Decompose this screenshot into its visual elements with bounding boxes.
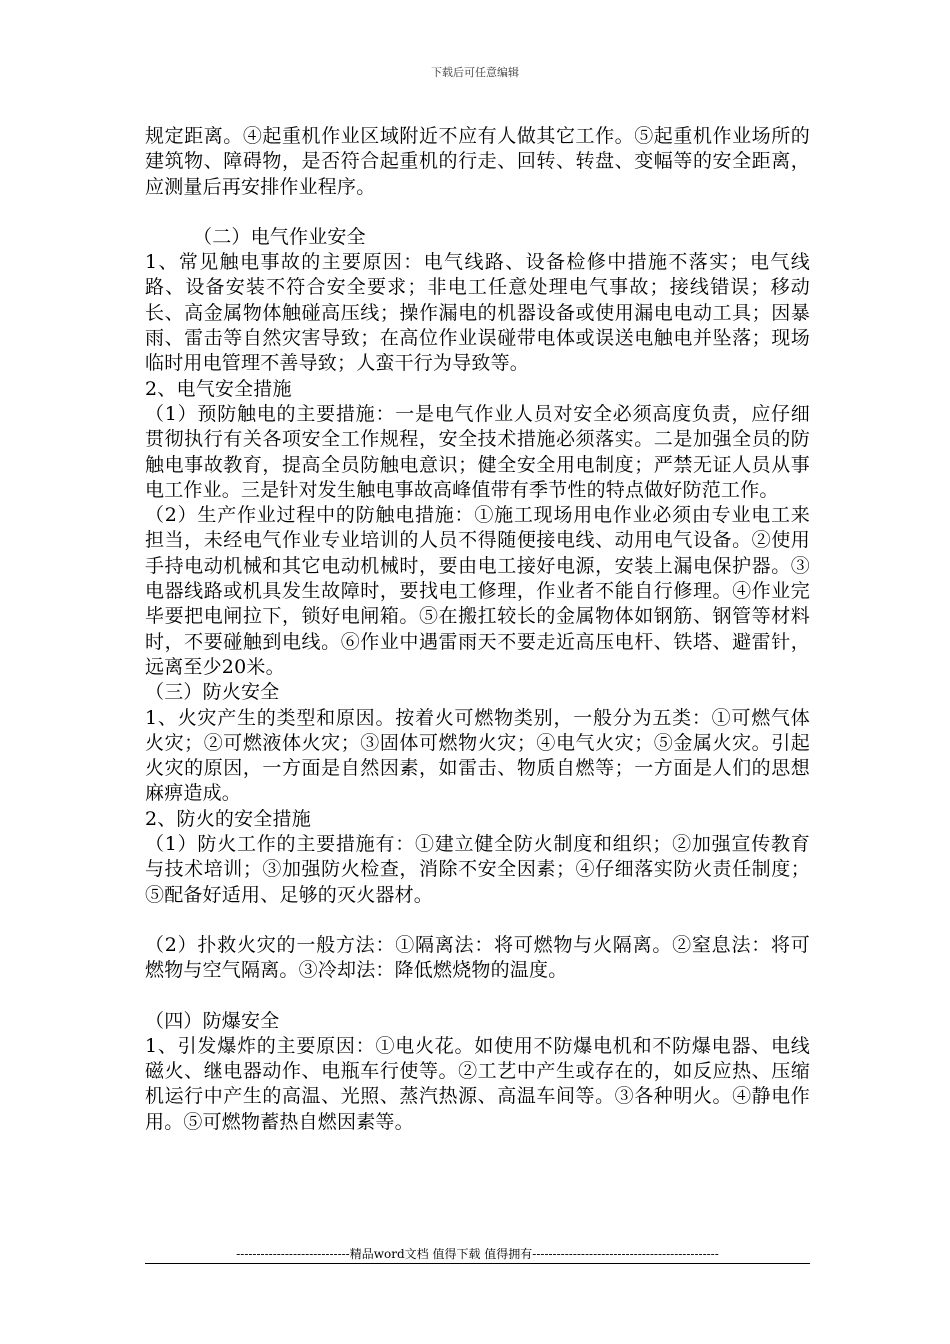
blank-line bbox=[145, 908, 810, 933]
page-footer: ----------------------------精品word文档 值得下载 值得拥有---------------------------------------------- bbox=[236, 1247, 719, 1261]
footer-divider bbox=[145, 1263, 810, 1264]
paragraph-fire-types: 1、火灾产生的类型和原因。按着火可燃物类别，一般分为五类：①可燃气体火灾；②可燃液体火灾；③固体可燃物火灾；④电气火灾；⑤金属火灾。引起火灾的原因，一方面是自然因素，如雷击、物质自燃等；一方面是人们的思想麻痹造成。 bbox=[145, 706, 810, 805]
section-heading-explosion: （四）防爆安全 bbox=[145, 1009, 280, 1032]
page-header: 下载后可任意编辑 bbox=[431, 66, 519, 79]
paragraph-explosion-causes: 1、引发爆炸的主要原因：①电火花。如使用不防爆电机和不防爆电器、电线磁火、继电器动作、电瓶车行使等。②工艺中产生或存在的，如反应热、压缩机运行中产生的高温、光照、蒸汽热源、高温车间等。③各种明火。④静电作用。⑤可燃物蓄热自燃因素等。 bbox=[145, 1034, 810, 1133]
paragraph-fire-fighting-methods: （2）扑救火灾的一般方法：①隔离法：将可燃物与火隔离。②窒息法：将可燃物与空气隔离。③冷却法：降低燃烧物的温度。 bbox=[145, 933, 810, 982]
paragraph-prevent-electrocution: （1）预防触电的主要措施：一是电气作业人员对安全必须高度负责，应仔细贯彻执行有关各项安全工作规程，安全技术措施必须落实。二是加强全员的防触电事故教育，提高全员防触电意识；健全安全用电制度；严禁无证人员从事电工作业。三是针对发生触电事故高峰值带有季节性的特点做好防范工作。 bbox=[145, 402, 810, 501]
document-body bbox=[145, 124, 810, 1135]
subheading-electrical-measures: 2、电气安全措施 bbox=[145, 377, 292, 400]
blank-line bbox=[145, 200, 810, 225]
section-heading-electrical: （二）电气作业安全 bbox=[193, 225, 366, 248]
subheading-fire-measures: 2、防火的安全措施 bbox=[145, 807, 311, 830]
paragraph-fire-main-measures: （1）防火工作的主要措施有：①建立健全防火制度和组织；②加强宣传教育与技术培训；③加强防火检查，消除不安全因素；④仔细落实防火责任制度；⑤配备好适用、足够的灭火器材。 bbox=[145, 833, 810, 906]
paragraph-production-electrocution: （2）生产作业过程中的防触电措施：①施工现场用电作业必须由专业电工来担当，未经电气作业专业培训的人员不得随便接电线、动用电气设备。②使用手持电动机械和其它电动机械时，要由电工接好电源，安装上漏电保护器。③电器线路或机具发生故障时，要找电工修理，作业者不能自行修理。④作业完毕要把电闸拉下，锁好电闸箱。⑤在搬扛较长的金属物体如钢筋、钢管等材料时，不要碰触到电线。⑥作业中遇雷雨天不要走近高压电杆、铁塔、避雷针，远离至少20米。 bbox=[145, 504, 810, 678]
section-heading-fire: （三）防火安全 bbox=[145, 681, 280, 704]
paragraph-crane-distance: 规定距离。④起重机作业区域附近不应有人做其它工作。⑤起重机作业场所的建筑物、障碍物，是否符合起重机的行走、回转、转盘、变幅等的安全距离，应测量后再安排作业程序。 bbox=[145, 125, 810, 198]
paragraph-electrocution-causes: 1、常见触电事故的主要原因：电气线路、设备检修中措施不落实；电气线路、设备安装不符合安全要求；非电工任意处理电气事故；接线错误；移动长、高金属物体触碰高压线；操作漏电的机器设备或使用漏电电动工具；因暴雨、雷击等自然灾害导致；在高位作业误碰带电体或误送电触电并坠落；现场临时用电管理不善导致；人蛮干行为导致等。 bbox=[145, 251, 810, 375]
blank-line bbox=[145, 984, 810, 1009]
